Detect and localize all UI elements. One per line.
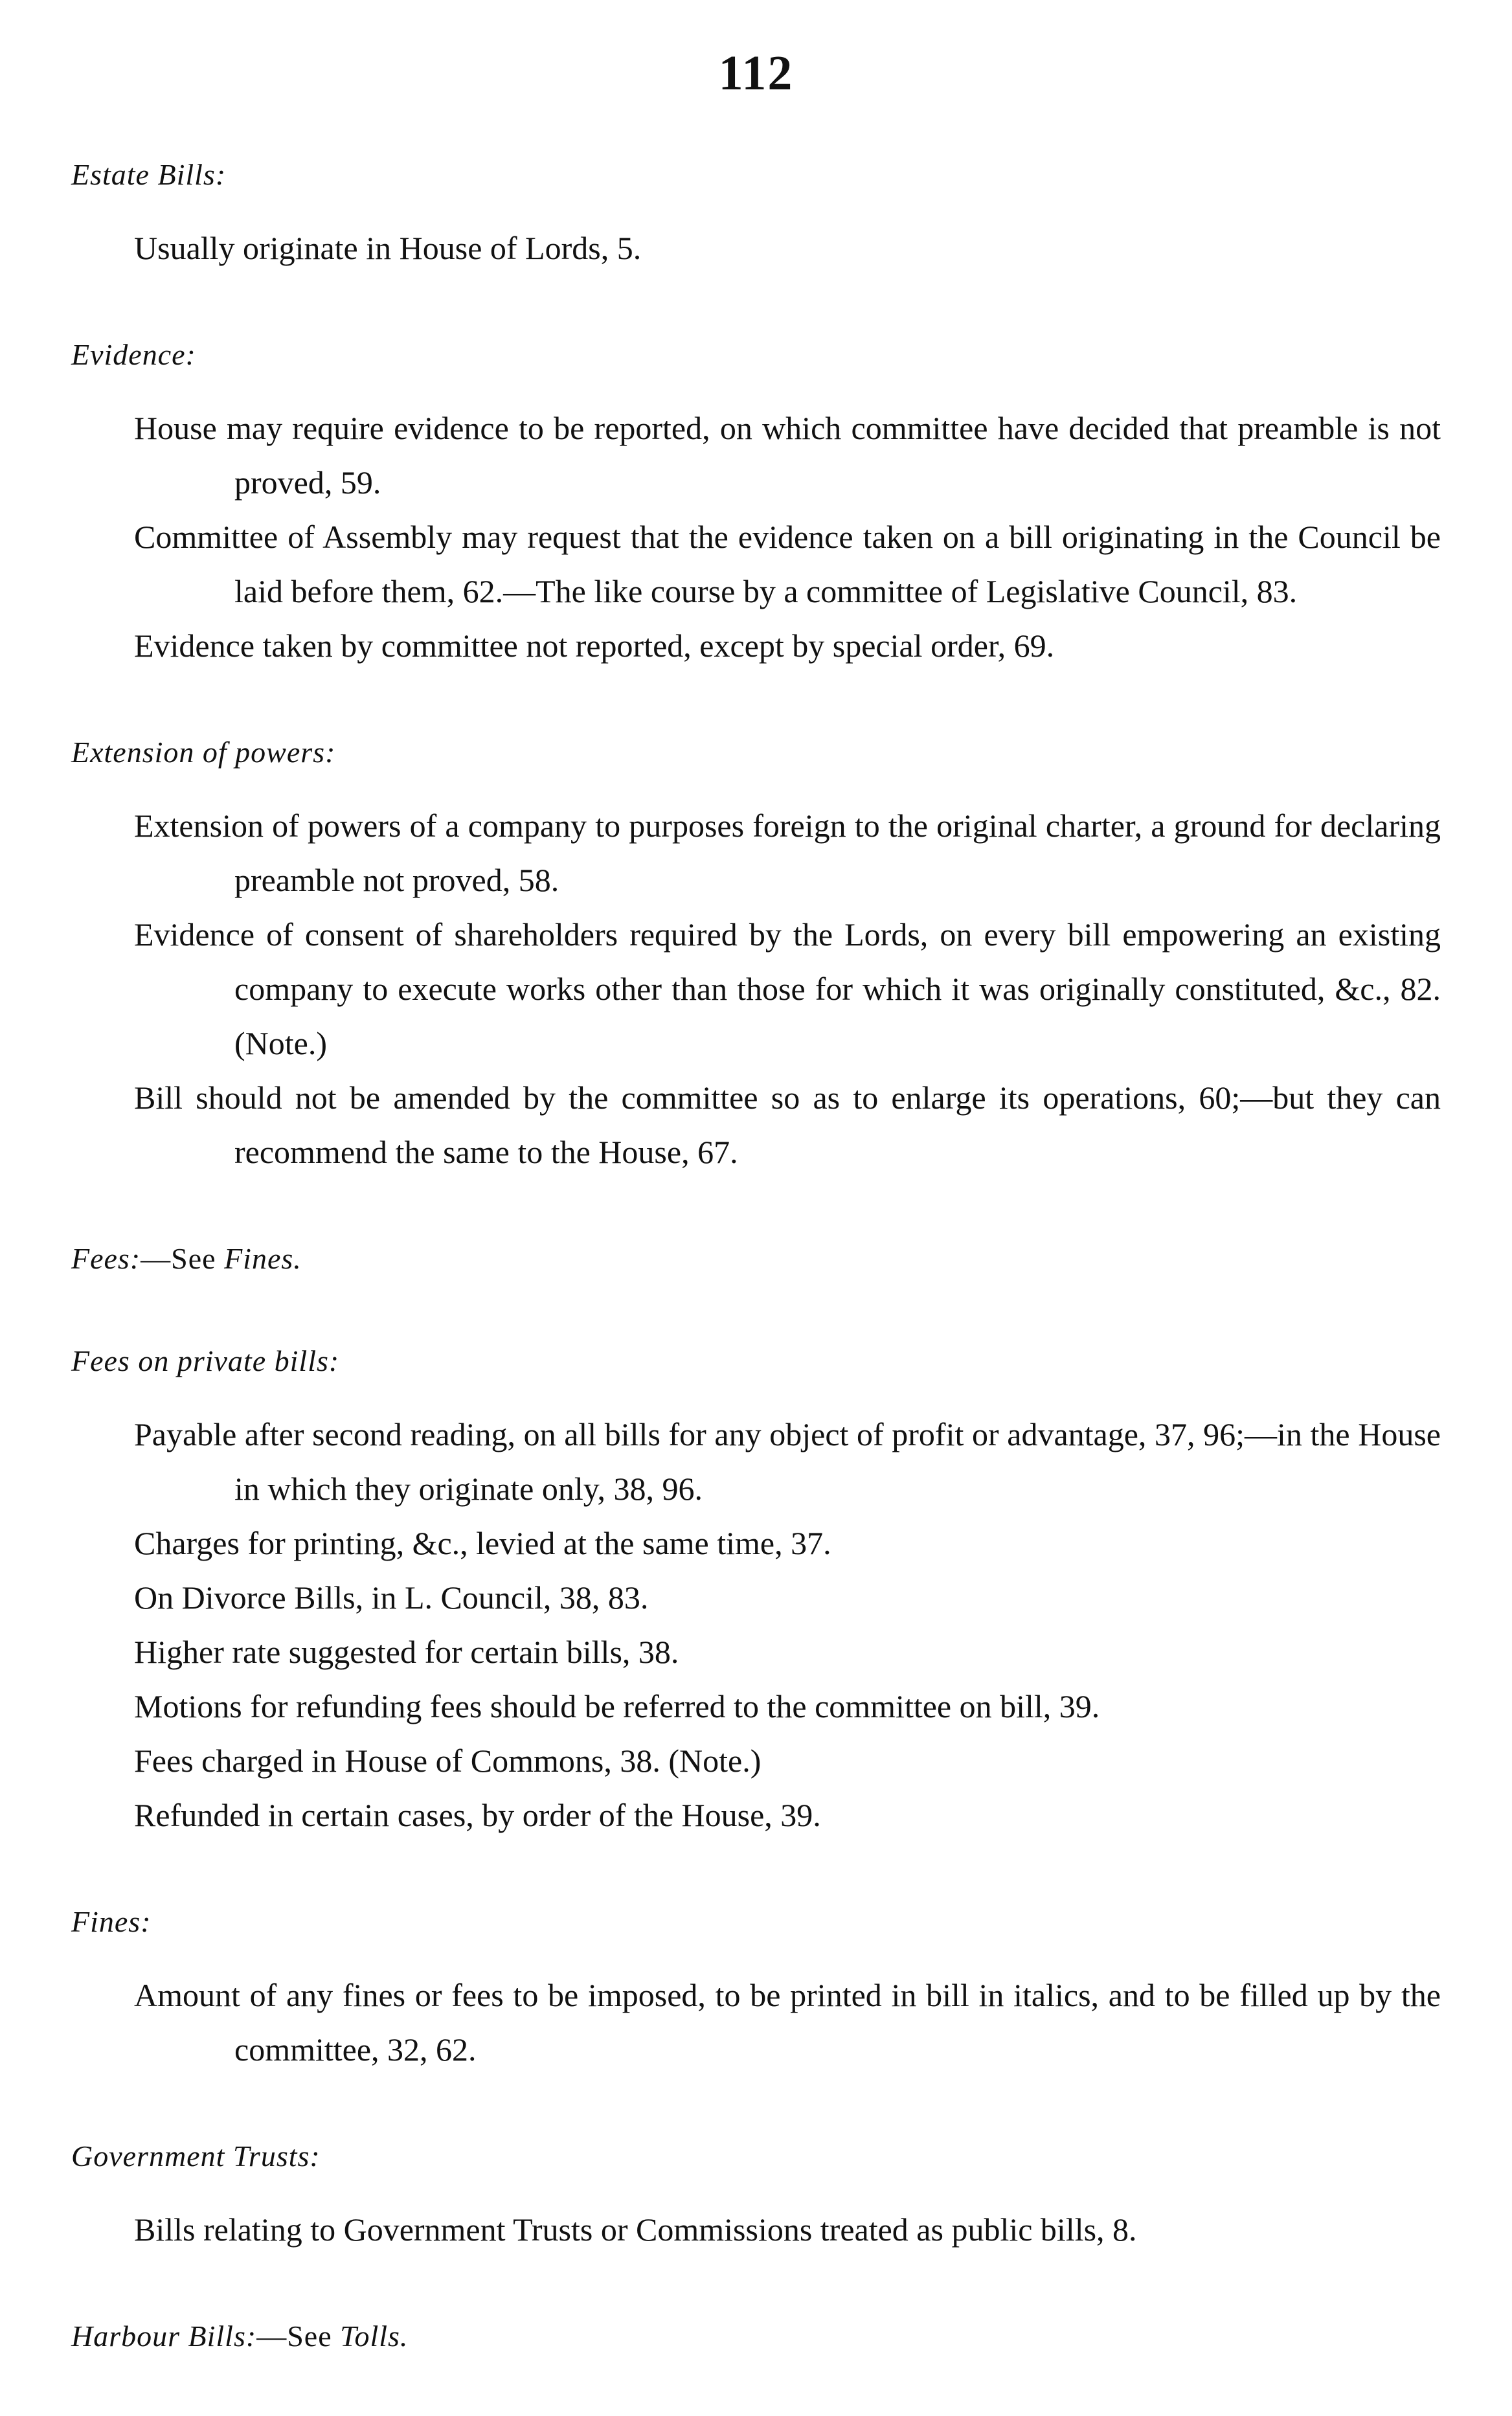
section-entries [71, 401, 1441, 673]
index-entry: Amount of any fines or fees to be imposed, to be printed in bill in italics, and to be filled up by the committee, 32, 62. [134, 1977, 1441, 2068]
index-section-estate-bills [71, 152, 1441, 275]
section-heading: Extension of powers: [71, 736, 336, 769]
index-section-evidence [71, 332, 1441, 673]
index-section-fees [71, 1236, 1441, 1281]
index-entry: House may require evidence to be reported, on which committee have decided that preamble is not proved, 59. [134, 410, 1441, 501]
index-section-fines [71, 1899, 1441, 2077]
index-section-government-trusts [71, 2134, 1441, 2257]
index-entry: Higher rate suggested for certain bills, 38. [134, 1634, 679, 1670]
index-entry: Bills relating to Government Trusts or Commissions treated as public bills, 8. [134, 2211, 1137, 2248]
section-entries [71, 1968, 1441, 2077]
see-prefix: —See [256, 2320, 341, 2353]
section-heading: Fines: [71, 1905, 152, 1938]
section-heading: Estate Bills: [71, 158, 227, 191]
index-entry: Charges for printing, &c., levied at the same time, 37. [134, 1525, 831, 1561]
index-entry: Fees charged in House of Commons, 38. (Note.) [134, 1743, 762, 1779]
page-number: 112 [718, 46, 794, 100]
index-entry: Usually originate in House of Lords, 5. [134, 230, 642, 266]
index-entry: Extension of powers of a company to purposes foreign to the original charter, a ground for declaring preamble not proved, 58. [134, 807, 1441, 898]
see-target: Fines. [224, 1242, 302, 1275]
section-entries [71, 2202, 1441, 2257]
section-entries [71, 798, 1441, 1179]
section-heading: Fees: [71, 1242, 141, 1275]
see-target: Tolls. [340, 2320, 409, 2353]
index-entry: On Divorce Bills, in L. Council, 38, 83. [134, 1579, 649, 1616]
see-prefix: —See [141, 1242, 225, 1275]
index-entry: Bill should not be amended by the committee so as to enlarge its operations, 60;—but they can recommend the same to the House, 67. [134, 1079, 1441, 1170]
index-entry: Payable after second reading, on all bills for any object of profit or advantage, 37, 96;—in the House in which they originate only, 38, 96. [134, 1416, 1441, 1507]
index-section-fees-on-private-bills [71, 1338, 1441, 1842]
section-heading: Harbour Bills: [71, 2320, 257, 2353]
index-entry: Motions for refunding fees should be referred to the committee on bill, 39. [134, 1688, 1100, 1724]
section-heading: Government Trusts: [71, 2139, 321, 2173]
index-entry: Evidence of consent of shareholders required by the Lords, on every bill empowering an existing company to execute works other than those for which it was originally constituted, &c., 82. (Note.) [134, 916, 1441, 1061]
section-entries [71, 221, 1441, 275]
section-heading-see-reference [71, 2314, 1441, 2359]
index-entry: Refunded in certain cases, by order of the House, 39. [134, 1797, 821, 1833]
index-entry: Evidence taken by committee not reported, except by special order, 69. [134, 627, 1055, 664]
section-heading: Fees on private bills: [71, 1344, 340, 1377]
section-entries [71, 1407, 1441, 1842]
index-section-extension-of-powers [71, 730, 1441, 1179]
section-heading-see-reference [71, 1236, 1441, 1281]
section-heading: Evidence: [71, 338, 196, 371]
index-section-harbour-bills [71, 2314, 1441, 2359]
index-entry: Committee of Assembly may request that the evidence taken on a bill originating in the Council be laid before them, 62.—The like course by a committee of Legislative Council, 83. [134, 519, 1441, 609]
index-content [71, 152, 1441, 2416]
